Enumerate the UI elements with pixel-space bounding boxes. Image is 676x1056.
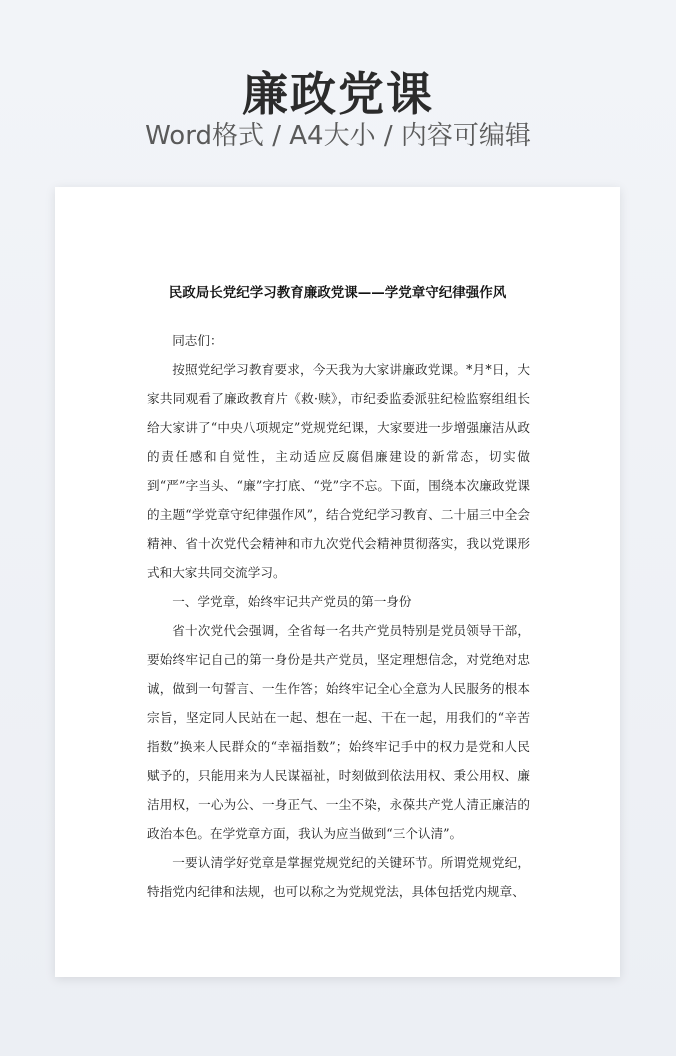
page-title: 廉政党课 bbox=[242, 67, 434, 121]
section-heading: 一、学党章，始终牢记共产党员的第一身份 bbox=[172, 594, 412, 609]
page-subtitle: Word格式 / A4大小 / 内容可编辑 bbox=[145, 121, 531, 151]
greeting-paragraph: 同志们： bbox=[172, 333, 223, 348]
body-paragraph: 一要认清学好党章是掌握党规党纪的关键环节。所谓党规党纪，特指党内纪律和法规，也可以称之为党规党法，具体包括党内规章、 bbox=[147, 855, 530, 899]
document-body bbox=[147, 326, 530, 906]
intro-paragraph: 按照党纪学习教育要求，今天我为大家讲廉政党课。*月*日，大家共同观看了廉政教育片《救·赎》，市纪委监委派驻纪检监察组组长给大家讲了“中央八项规定”党规党纪课，大家要进一步增强廉洁从政的责任感和自觉性，主动适应反腐倡廉建设的新常态，切实做到“严”字当头、“廉”字打底、“党”字不忘。下面，围绕本次廉政党课的主题“学党章守纪律强作风”，结合党纪学习教育、二十届三中全会精神、省十次党代会精神和市九次党代会精神贯彻落实，我以党课形式和大家共同交流学习。 bbox=[147, 362, 530, 580]
document-title: 民政局长党纪学习教育廉政党课——学党章守纪律强作风 bbox=[168, 285, 507, 301]
document-page bbox=[55, 187, 620, 977]
body-paragraph: 省十次党代会强调，全省每一名共产党员特别是党员领导干部，要始终牢记自己的第一身份是共产党员，坚定理想信念，对党绝对忠诚，做到一句誓言、一生作答；始终牢记全心全意为人民服务的根本宗旨，坚定同人民站在一起、想在一起、干在一起，用我们的“辛苦指数”换来人民群众的“幸福指数”；始终牢记手中的权力是党和人民赋予的，只能用来为人民谋福祉，时刻做到依法用权、秉公用权、廉洁用权，一心为公、一身正气、一尘不染，永葆共产党人清正廉洁的政治本色。在学党章方面，我认为应当做到“三个认清”。 bbox=[147, 623, 530, 841]
header-banner bbox=[0, 0, 676, 180]
